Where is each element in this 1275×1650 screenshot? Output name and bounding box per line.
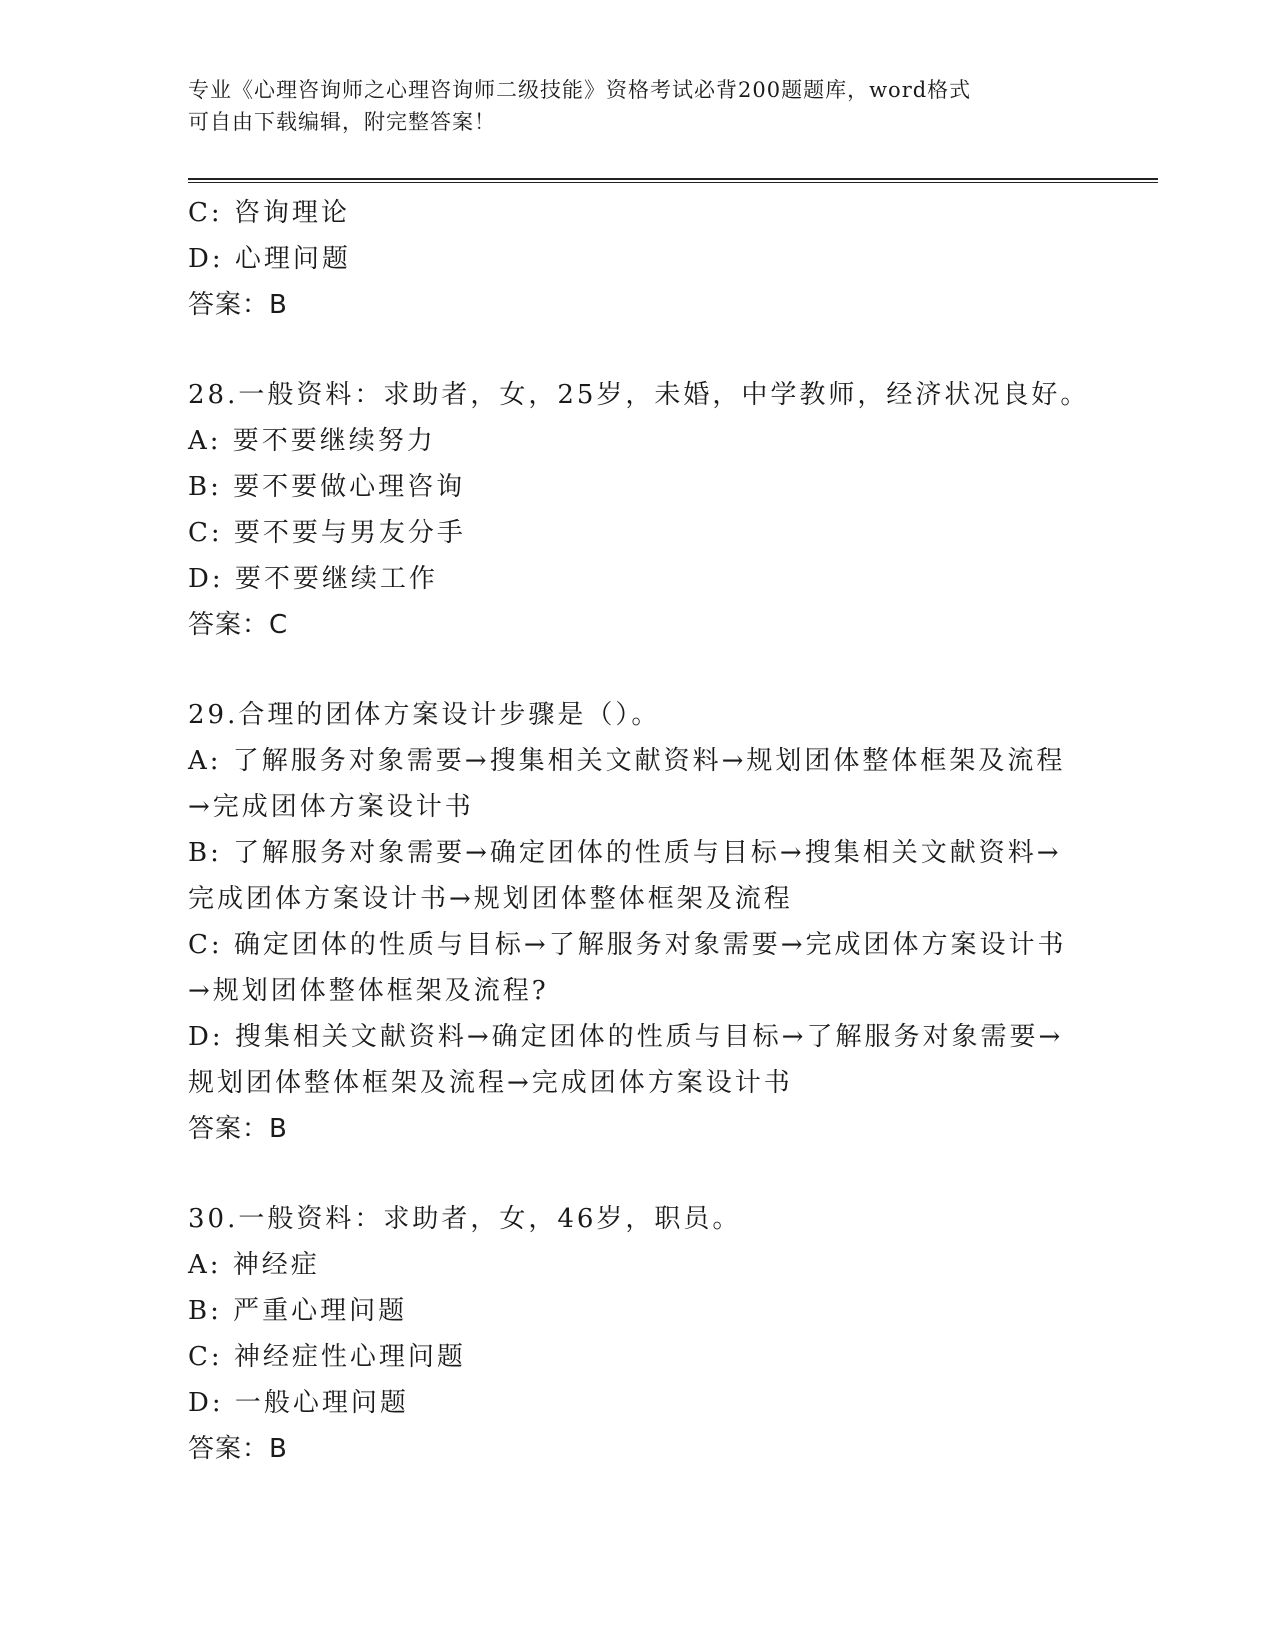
answer: 答案：B [188,290,288,320]
header-line-2: 可自由下载编辑，附完整答案！ [188,110,496,134]
question-29 [188,692,1088,1152]
option-d: D: 要不要继续工作 [188,564,438,594]
question-stem: 29.合理的团体方案设计步骤是（）。 [188,700,661,730]
question-27-fragment [188,190,1088,328]
option-d-line-1: D: 搜集相关文献资料→确定团体的性质与目标→了解服务对象需要→ [188,1022,1064,1052]
option-a: A: 要不要继续努力 [188,426,436,456]
question-30 [188,1196,1088,1472]
option-c: C: 咨询理论 [188,198,350,228]
question-28 [188,372,1088,648]
answer: 答案：B [188,1434,288,1464]
option-b-line-2: 完成团体方案设计书→规划团体整体框架及流程 [188,884,793,914]
option-c: C: 神经症性心理问题 [188,1342,466,1372]
option-c-line-2: →规划团体整体框架及流程? [188,976,549,1006]
answer: 答案：B [188,1114,288,1144]
header-divider [188,178,1158,183]
header-line-1: 专业《心理咨询师之心理咨询师二级技能》资格考试必背200题题库，word格式 [188,78,972,102]
option-c: C: 要不要与男友分手 [188,518,466,548]
option-b: B: 要不要做心理咨询 [188,472,466,502]
option-d: D: 一般心理问题 [188,1388,409,1418]
question-stem: 28.一般资料：求助者，女，25岁，未婚，中学教师，经济状况良好。 [188,380,1090,410]
option-a-line-1: A: 了解服务对象需要→搜集相关文献资料→规划团体整体框架及流程 [188,746,1066,776]
document-header [188,74,1088,138]
option-b-line-1: B: 了解服务对象需要→确定团体的性质与目标→搜集相关文献资料→ [188,838,1062,868]
option-c-line-1: C: 确定团体的性质与目标→了解服务对象需要→完成团体方案设计书 [188,930,1067,960]
option-a: A: 神经症 [188,1250,320,1280]
option-d: D: 心理问题 [188,244,351,274]
question-list [188,190,1088,1472]
answer: 答案：C [188,610,289,640]
option-d-line-2: 规划团体整体框架及流程→完成团体方案设计书 [188,1068,793,1098]
option-a-line-2: →完成团体方案设计书 [188,792,474,822]
question-stem: 30.一般资料：求助者，女，46岁，职员。 [188,1204,742,1234]
option-b: B: 严重心理问题 [188,1296,408,1326]
